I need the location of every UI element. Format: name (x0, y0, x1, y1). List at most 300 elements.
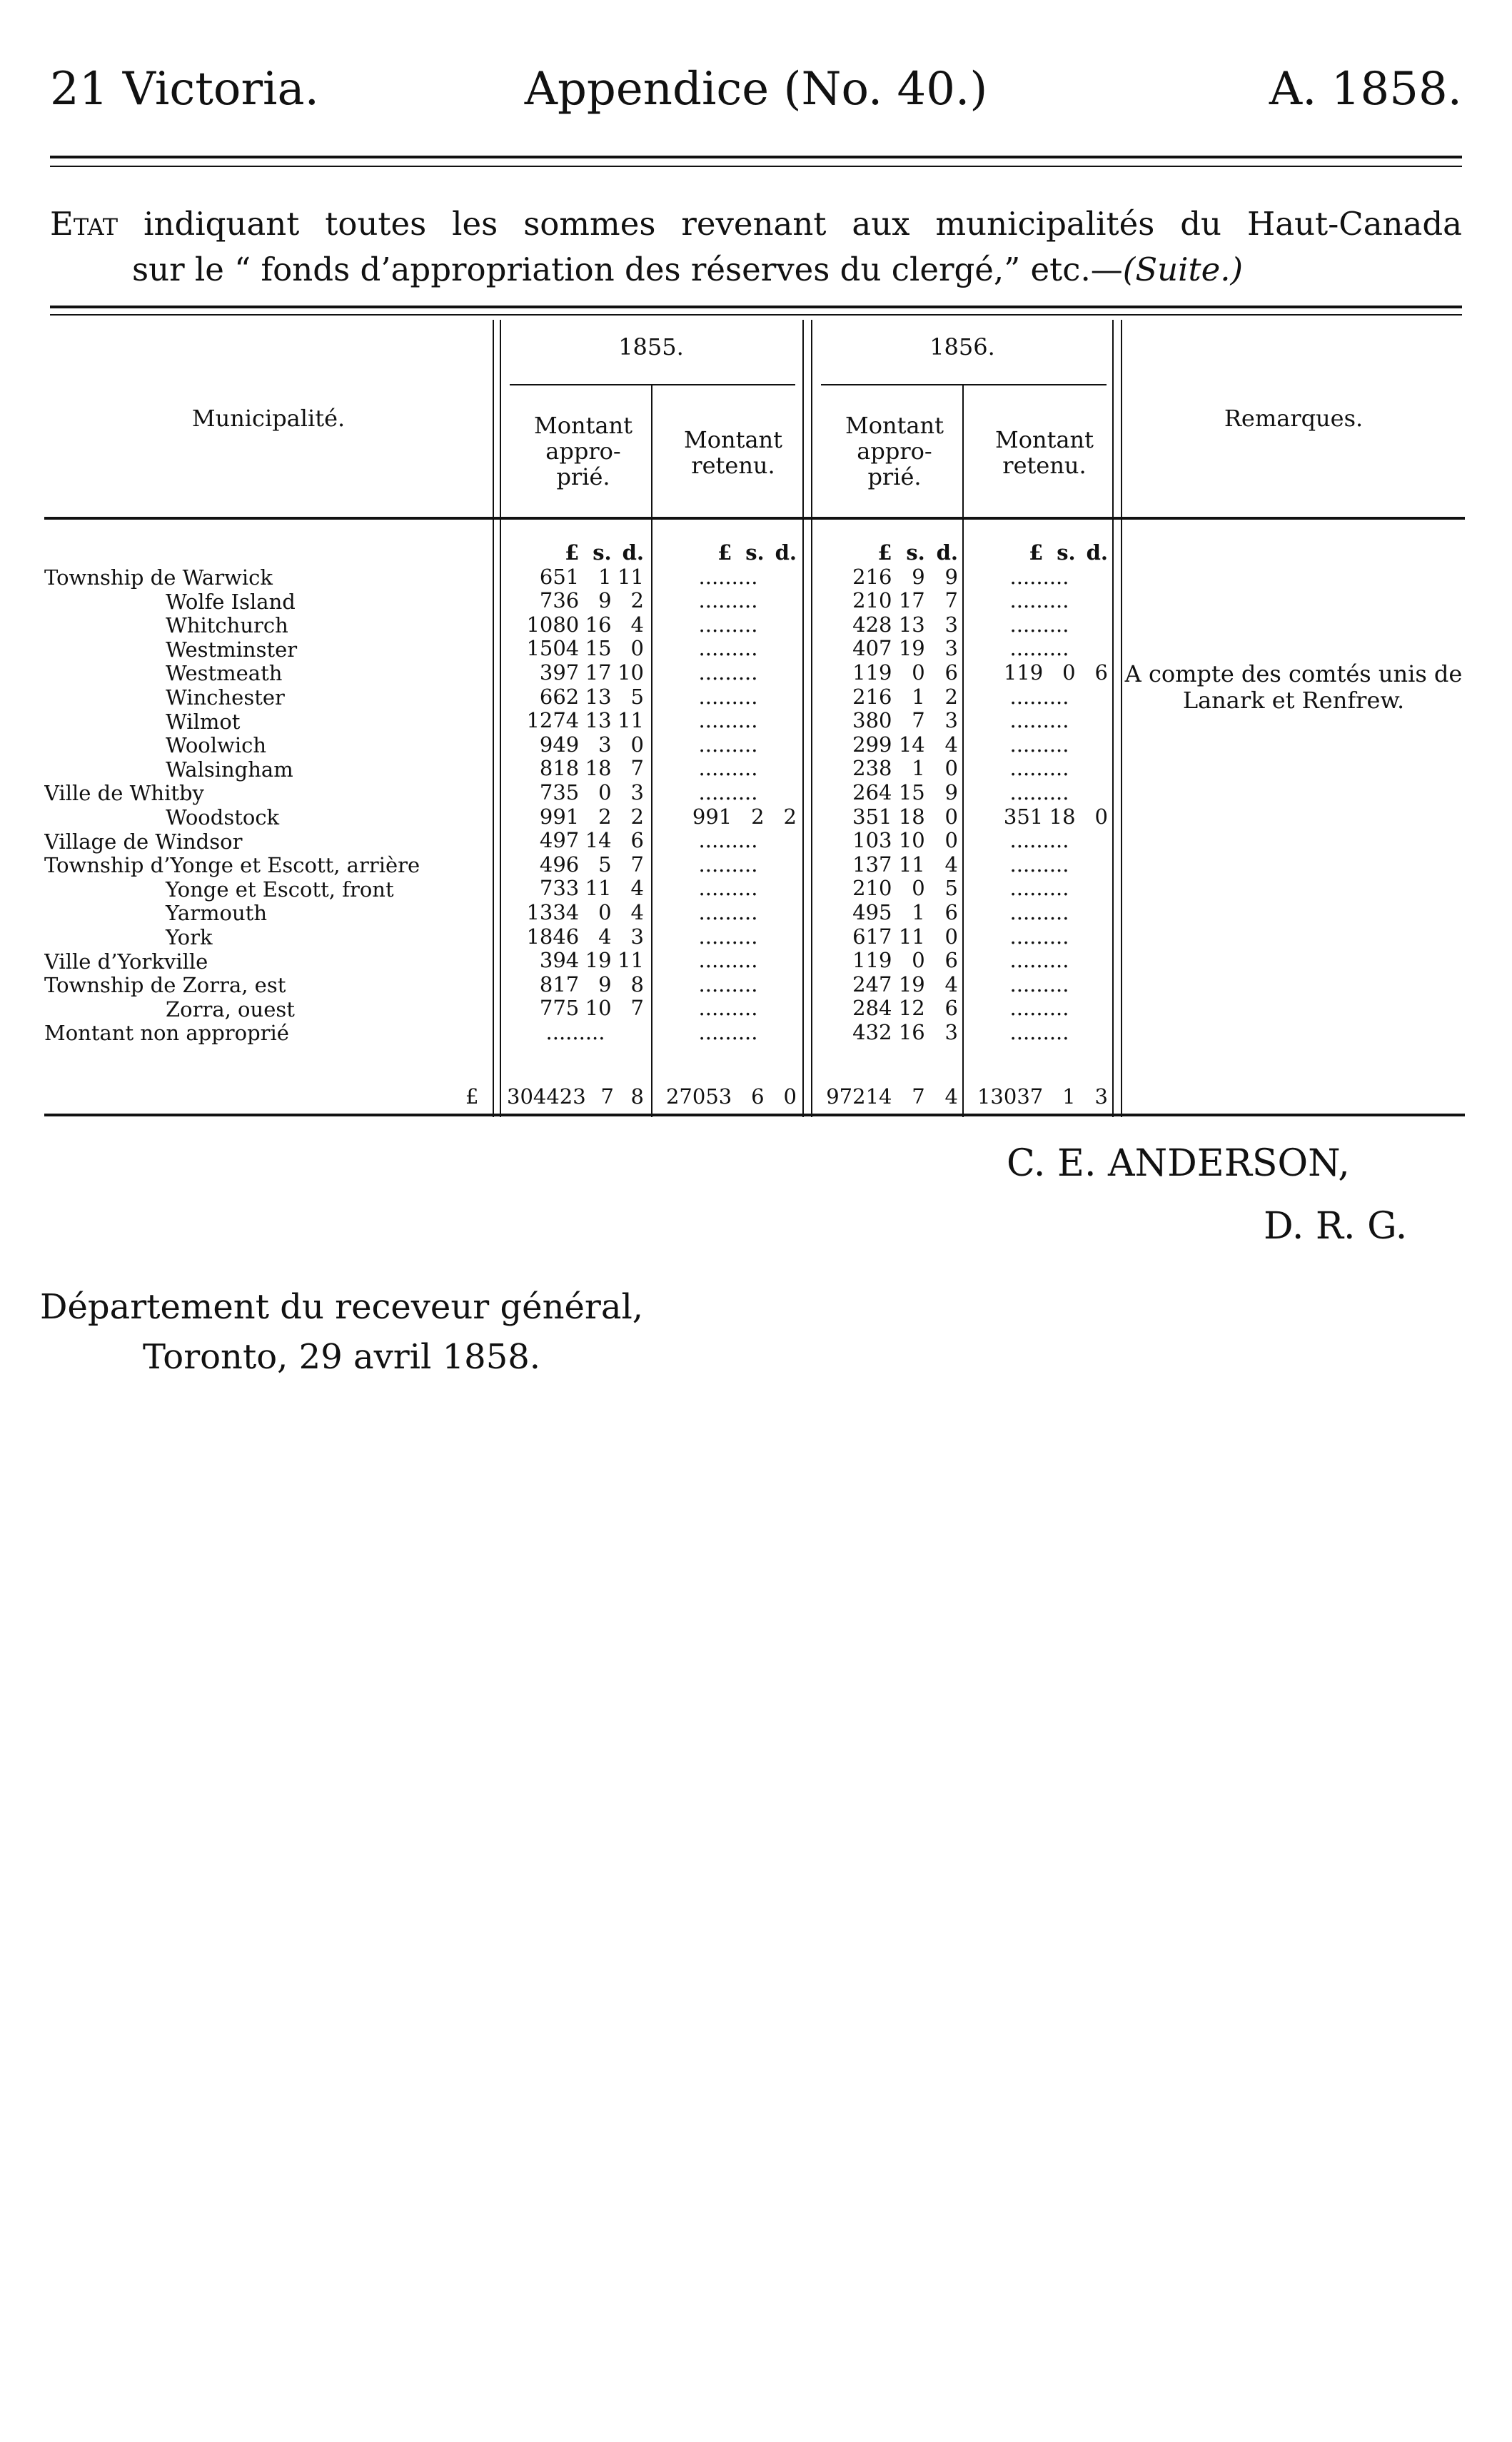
amount-cell (818, 637, 958, 661)
empty-leader: ......... (1009, 636, 1069, 661)
amounts-retenu-1855 (660, 541, 797, 1044)
municipality-name: Yonge et Escott, front (166, 877, 394, 902)
amount-pence: 5 (630, 684, 644, 709)
amount-shillings: 0 (912, 660, 925, 685)
title-line-1 (50, 201, 1462, 247)
municipality-row (44, 590, 487, 615)
municipality-name: Township de Zorra, est (44, 974, 286, 998)
unit-s: s. (593, 540, 612, 565)
header-rule (44, 517, 1465, 520)
col-divider (500, 320, 501, 1117)
amount-pence: 4 (630, 899, 644, 924)
unit-s: s. (745, 540, 765, 565)
empty-leader: ......... (698, 779, 758, 804)
amount-pence: 10 (618, 660, 644, 685)
amount-cell (660, 805, 797, 829)
amount-cell (971, 709, 1108, 733)
empty-leader: ......... (1009, 756, 1069, 781)
amount-pence: 2 (630, 804, 644, 829)
amount-cell (971, 949, 1108, 973)
amount-pence: 4 (630, 876, 644, 901)
amount-cell (818, 901, 958, 925)
total-cell (660, 1085, 797, 1109)
amount-pounds: 991 (692, 804, 732, 829)
amount-cell (818, 781, 958, 805)
amount-cell (507, 1021, 644, 1045)
municipality-row (44, 1021, 487, 1046)
amount-pounds: 119 (1003, 660, 1044, 685)
amount-pence: 6 (1094, 660, 1108, 685)
col-retenu-1856: Montant retenu. (994, 426, 1094, 479)
municipality-row (44, 734, 487, 758)
municipality-row (44, 974, 487, 998)
title-line-2-text: sur le “ fonds d’appropriation des réserves du clergé,” etc.— (132, 251, 1123, 288)
amount-shillings: 19 (898, 972, 925, 997)
col-divider (1112, 320, 1114, 1117)
amount-cell (660, 589, 797, 613)
amount-cell (971, 925, 1108, 949)
amount-pence: 9 (944, 779, 958, 804)
amount-cell (660, 685, 797, 710)
amount-cell (660, 853, 797, 877)
municipality-name: Yarmouth (166, 902, 268, 926)
empty-leader: ......... (698, 828, 758, 853)
amount-pence: 4 (944, 852, 958, 877)
amount-pounds: 818 (539, 756, 580, 781)
amount-shillings: 15 (898, 779, 925, 804)
footer-department: Département du receveur général, (40, 1287, 644, 1327)
amount-cell (971, 1021, 1108, 1045)
empty-leader: ......... (1009, 684, 1069, 709)
col-divider (651, 384, 652, 1117)
amount-shillings: 4 (598, 924, 612, 949)
amount-cell (971, 661, 1108, 685)
amount-cell (507, 637, 644, 661)
amount-cell (660, 757, 797, 781)
amount-shillings: 0 (598, 899, 612, 924)
empty-leader: ......... (1009, 924, 1069, 949)
amount-cell (507, 733, 644, 757)
amount-shillings: 2 (598, 804, 612, 829)
amount-pounds: 299 (852, 732, 892, 757)
amount-pence: 0 (630, 636, 644, 661)
amount-cell (507, 949, 644, 973)
amount-pounds: 736 (539, 588, 580, 613)
amount-pounds: 949 (539, 732, 580, 757)
amount-pence: 3 (630, 924, 644, 949)
municipality-row (44, 686, 487, 710)
amount-pounds: 497 (539, 828, 580, 853)
amount-pence: 3 (944, 708, 958, 733)
unit-s: s. (1057, 540, 1076, 565)
municipality-row (44, 614, 487, 638)
empty-leader: ......... (1009, 779, 1069, 804)
amount-pence: 3 (630, 779, 644, 804)
amount-pence: 3 (944, 612, 958, 637)
year-rule (510, 384, 795, 385)
empty-leader: ......... (1009, 996, 1069, 1021)
amount-pounds: 264 (852, 779, 892, 804)
amount-cell (971, 781, 1108, 805)
amount-pence: 4 (944, 1084, 958, 1109)
amount-cell (818, 997, 958, 1021)
amount-cell (660, 613, 797, 637)
amount-pence: 4 (630, 612, 644, 637)
amount-cell (507, 829, 644, 853)
empty-leader: ......... (1009, 708, 1069, 733)
municipality-name: Ville d’Yorkville (44, 949, 208, 974)
amount-pounds: 119 (852, 948, 892, 973)
empty-leader: ......... (698, 852, 758, 877)
amount-pounds: 97214 (826, 1084, 892, 1109)
signature-name: C. E. ANDERSON, (1007, 1142, 1350, 1185)
amount-cell (660, 925, 797, 949)
col-approprie-1856: Montant appro- prié. (845, 412, 944, 490)
amount-shillings: 19 (898, 636, 925, 661)
amount-pence: 11 (618, 708, 644, 733)
municipality-name: Ville de Whitby (44, 782, 204, 806)
amount-cell (971, 973, 1108, 997)
amount-pence: 6 (630, 828, 644, 853)
amount-shillings: 1 (1062, 1084, 1076, 1109)
amount-shillings: 18 (898, 804, 925, 829)
amount-cell (818, 829, 958, 853)
amount-pence: 2 (783, 804, 797, 829)
amount-cell (660, 637, 797, 661)
year-rule (821, 384, 1107, 385)
footer-place-date: Toronto, 29 avril 1858. (143, 1337, 541, 1377)
amount-cell (660, 1021, 797, 1045)
year-1855: 1855. (618, 333, 684, 360)
amount-shillings: 1 (912, 899, 925, 924)
empty-leader: ......... (698, 708, 758, 733)
empty-leader: ......... (698, 899, 758, 924)
unit-d: d. (775, 540, 797, 565)
amount-pence: 7 (630, 996, 644, 1021)
col-divider (802, 320, 804, 1117)
amount-pounds: 380 (852, 708, 892, 733)
amount-shillings: 1 (598, 564, 612, 589)
municipality-name: Westminster (166, 637, 298, 662)
amount-shillings: 14 (585, 828, 612, 853)
amount-pounds: 247 (852, 972, 892, 997)
amount-cell (971, 853, 1108, 877)
amount-cell (660, 901, 797, 925)
amount-pence: 3 (944, 636, 958, 661)
empty-leader: ......... (1009, 972, 1069, 997)
amount-shillings: 11 (898, 852, 925, 877)
amount-cell (507, 661, 644, 685)
amount-shillings: 18 (585, 756, 612, 781)
col-municipalite: Municipalité. (191, 405, 346, 432)
col-divider (962, 384, 964, 1117)
municipality-row (44, 926, 487, 950)
amount-cell (507, 685, 644, 710)
municipality-name: Zorra, ouest (166, 997, 295, 1021)
amount-cell (818, 685, 958, 710)
amount-pence: 9 (944, 564, 958, 589)
header-rule-bottom (50, 166, 1462, 167)
amount-shillings: 15 (585, 636, 612, 661)
amount-cell (818, 709, 958, 733)
col-divider (811, 320, 812, 1117)
municipality-name: Westmeath (166, 662, 283, 686)
amount-pence: 0 (783, 1084, 797, 1109)
empty-leader: ......... (698, 1019, 758, 1044)
amount-shillings: 17 (898, 588, 925, 613)
amount-cell (818, 757, 958, 781)
amount-cell (507, 925, 644, 949)
amounts-approprie-1855 (507, 541, 644, 1044)
amount-cell (507, 781, 644, 805)
amount-cell (660, 973, 797, 997)
unit-pound: £ (877, 540, 892, 565)
col-retenu-1855: Montant retenu. (683, 426, 783, 479)
municipality-name: Woodstock (166, 805, 280, 829)
title-lead: Etat (50, 205, 119, 243)
municipality-name: Wilmot (166, 710, 241, 734)
document-title (50, 201, 1462, 293)
amount-shillings: 3 (598, 732, 612, 757)
amount-cell (818, 733, 958, 757)
amount-pounds: 662 (539, 684, 580, 709)
col-remarques: Remarques. (1224, 405, 1364, 432)
empty-leader: ......... (1009, 828, 1069, 853)
amount-shillings: 10 (898, 828, 925, 853)
empty-leader: ......... (1009, 1019, 1069, 1044)
amount-shillings: 17 (585, 660, 612, 685)
amount-cell (660, 781, 797, 805)
running-header (50, 63, 1462, 120)
amount-shillings: 19 (585, 948, 612, 973)
amount-pounds: 817 (539, 972, 580, 997)
amount-shillings: 7 (912, 708, 925, 733)
amount-pence: 0 (944, 804, 958, 829)
unit-s: s. (906, 540, 925, 565)
empty-leader: ......... (698, 636, 758, 661)
amount-cell (818, 565, 958, 590)
amount-shillings: 14 (898, 732, 925, 757)
municipality-row (44, 566, 487, 590)
amount-pence: 2 (630, 588, 644, 613)
municipality-row (44, 830, 487, 854)
municipality-name: Township d’Yonge et Escott, arrière (44, 854, 420, 878)
amount-cell (507, 973, 644, 997)
municipality-row (44, 854, 487, 878)
municipality-row (44, 758, 487, 782)
signature-title: D. R. G. (1264, 1205, 1408, 1248)
empty-leader: ......... (1009, 852, 1069, 877)
totals-row (44, 1085, 1465, 1109)
amount-pence: 7 (630, 756, 644, 781)
year-1856: 1856. (929, 333, 995, 360)
amount-pounds: 137 (852, 852, 892, 877)
amounts-retenu-1856 (971, 541, 1108, 1044)
amount-cell (507, 853, 644, 877)
empty-leader: ......... (698, 996, 758, 1021)
amount-shillings: 13 (585, 708, 612, 733)
municipality-row (44, 806, 487, 830)
municipality-row (44, 950, 487, 974)
amount-cell (971, 565, 1108, 590)
amount-pence: 6 (944, 899, 958, 924)
municipality-name: Whitchurch (166, 614, 288, 638)
amount-pence: 4 (944, 732, 958, 757)
amount-pounds: 651 (539, 564, 580, 589)
amount-shillings: 11 (898, 924, 925, 949)
amounts-approprie-1856 (818, 541, 958, 1044)
amount-cell (660, 709, 797, 733)
municipality-name: Township de Warwick (44, 566, 273, 590)
header-year: A. 1858. (1269, 63, 1462, 116)
empty-leader: ......... (698, 588, 758, 613)
municipality-name: Woolwich (166, 734, 267, 758)
amount-shillings: 9 (912, 564, 925, 589)
amount-pounds: 1846 (526, 924, 580, 949)
unit-d: d. (1086, 540, 1108, 565)
empty-leader: ......... (698, 756, 758, 781)
empty-leader: ......... (1009, 612, 1069, 637)
amount-cell (507, 613, 644, 637)
amount-cell (818, 877, 958, 901)
municipality-name: Walsingham (166, 757, 293, 782)
title-line-1-text: indiquant toutes les sommes revenant aux municipalités du Haut-Canada (143, 205, 1463, 243)
amount-pounds: 775 (539, 996, 580, 1021)
municipality-row (44, 638, 487, 662)
amount-cell (818, 661, 958, 685)
amount-pounds: 496 (539, 852, 580, 877)
remark-line-1: A compte des comtés unis de (1124, 660, 1463, 687)
remark-line-2: Lanark et Renfrew. (1182, 687, 1405, 714)
amount-cell (971, 685, 1108, 710)
amount-pence: 3 (944, 1019, 958, 1044)
amount-cell (660, 877, 797, 901)
empty-leader: ......... (1009, 732, 1069, 757)
amount-shillings: 13 (585, 684, 612, 709)
amount-shillings: 0 (1062, 660, 1076, 685)
amount-cell (971, 757, 1108, 781)
amount-pounds: 304423 (507, 1084, 586, 1109)
amount-shillings: 16 (585, 612, 612, 637)
amount-cell (818, 949, 958, 973)
title-suite: (Suite.) (1122, 251, 1244, 288)
amount-cell (507, 997, 644, 1021)
amount-cell (971, 589, 1108, 613)
empty-leader: ......... (1009, 876, 1069, 901)
amount-pence: 0 (944, 924, 958, 949)
amount-shillings: 10 (585, 996, 612, 1021)
unit-header (507, 541, 644, 565)
amount-pounds: 119 (852, 660, 892, 685)
amount-pounds: 284 (852, 996, 892, 1021)
amount-cell (507, 757, 644, 781)
header-session: 21 Victoria. (50, 63, 319, 116)
amount-shillings: 11 (585, 876, 612, 901)
table-bottom-rule (44, 1114, 1465, 1116)
unit-header (660, 541, 797, 565)
amount-pounds: 210 (852, 588, 892, 613)
amount-shillings: 1 (912, 684, 925, 709)
amount-pounds: 495 (852, 899, 892, 924)
amount-cell (818, 853, 958, 877)
amount-cell (507, 877, 644, 901)
amount-cell (818, 1021, 958, 1045)
amount-cell (660, 565, 797, 590)
amount-pounds: 407 (852, 636, 892, 661)
empty-leader: ......... (698, 564, 758, 589)
amount-shillings: 0 (598, 779, 612, 804)
municipality-row (44, 782, 487, 806)
amount-pence: 0 (630, 732, 644, 757)
table-rule-top-thin (50, 314, 1462, 316)
empty-leader: ......... (698, 684, 758, 709)
amount-shillings: 0 (912, 876, 925, 901)
amount-pounds: 13037 (977, 1084, 1044, 1109)
amount-pounds: 432 (852, 1019, 892, 1044)
amount-cell (660, 829, 797, 853)
unit-pound: £ (1029, 540, 1044, 565)
amount-pence: 0 (1094, 804, 1108, 829)
amount-shillings: 2 (751, 804, 765, 829)
amount-cell (971, 637, 1108, 661)
amount-cell (971, 877, 1108, 901)
municipality-name: Wolfe Island (166, 590, 296, 614)
col-approprie-1855: Montant appro- prié. (533, 412, 633, 490)
amount-pence: 11 (618, 948, 644, 973)
empty-leader: ......... (1009, 588, 1069, 613)
amount-cell (971, 829, 1108, 853)
amount-shillings: 16 (898, 1019, 925, 1044)
amount-cell (507, 589, 644, 613)
amount-pounds: 1080 (526, 612, 580, 637)
amount-pence: 11 (618, 564, 644, 589)
amount-cell (818, 805, 958, 829)
amount-pounds: 617 (852, 924, 892, 949)
amount-cell (818, 613, 958, 637)
amount-cell (971, 901, 1108, 925)
municipality-name: York (166, 925, 213, 949)
amount-cell (818, 925, 958, 949)
amount-cell (971, 997, 1108, 1021)
amount-shillings: 1 (912, 756, 925, 781)
title-line-2 (50, 247, 1462, 293)
amount-shillings: 0 (912, 948, 925, 973)
amount-pounds: 397 (539, 660, 580, 685)
empty-leader: ......... (698, 660, 758, 685)
amount-cell (507, 565, 644, 590)
amount-pence: 8 (630, 1084, 644, 1109)
amount-pounds: 103 (852, 828, 892, 853)
municipality-name: Montant non approprié (44, 1021, 289, 1046)
amount-shillings: 5 (598, 852, 612, 877)
unit-pound: £ (717, 540, 732, 565)
amount-cell (507, 901, 644, 925)
amount-cell (660, 997, 797, 1021)
municipality-row (44, 878, 487, 902)
amount-shillings: 7 (912, 1084, 925, 1109)
municipality-name: Village de Windsor (44, 829, 243, 854)
amount-cell (971, 733, 1108, 757)
header-appendix: Appendice (No. 40.) (524, 63, 988, 116)
empty-leader: ......... (698, 732, 758, 757)
amount-pounds: 1274 (526, 708, 580, 733)
empty-leader: ......... (1009, 948, 1069, 973)
total-cell (818, 1085, 958, 1109)
amount-pounds: 351 (852, 804, 892, 829)
amount-pounds: 991 (539, 804, 580, 829)
amount-shillings: 6 (751, 1084, 765, 1109)
municipality-row (44, 710, 487, 735)
